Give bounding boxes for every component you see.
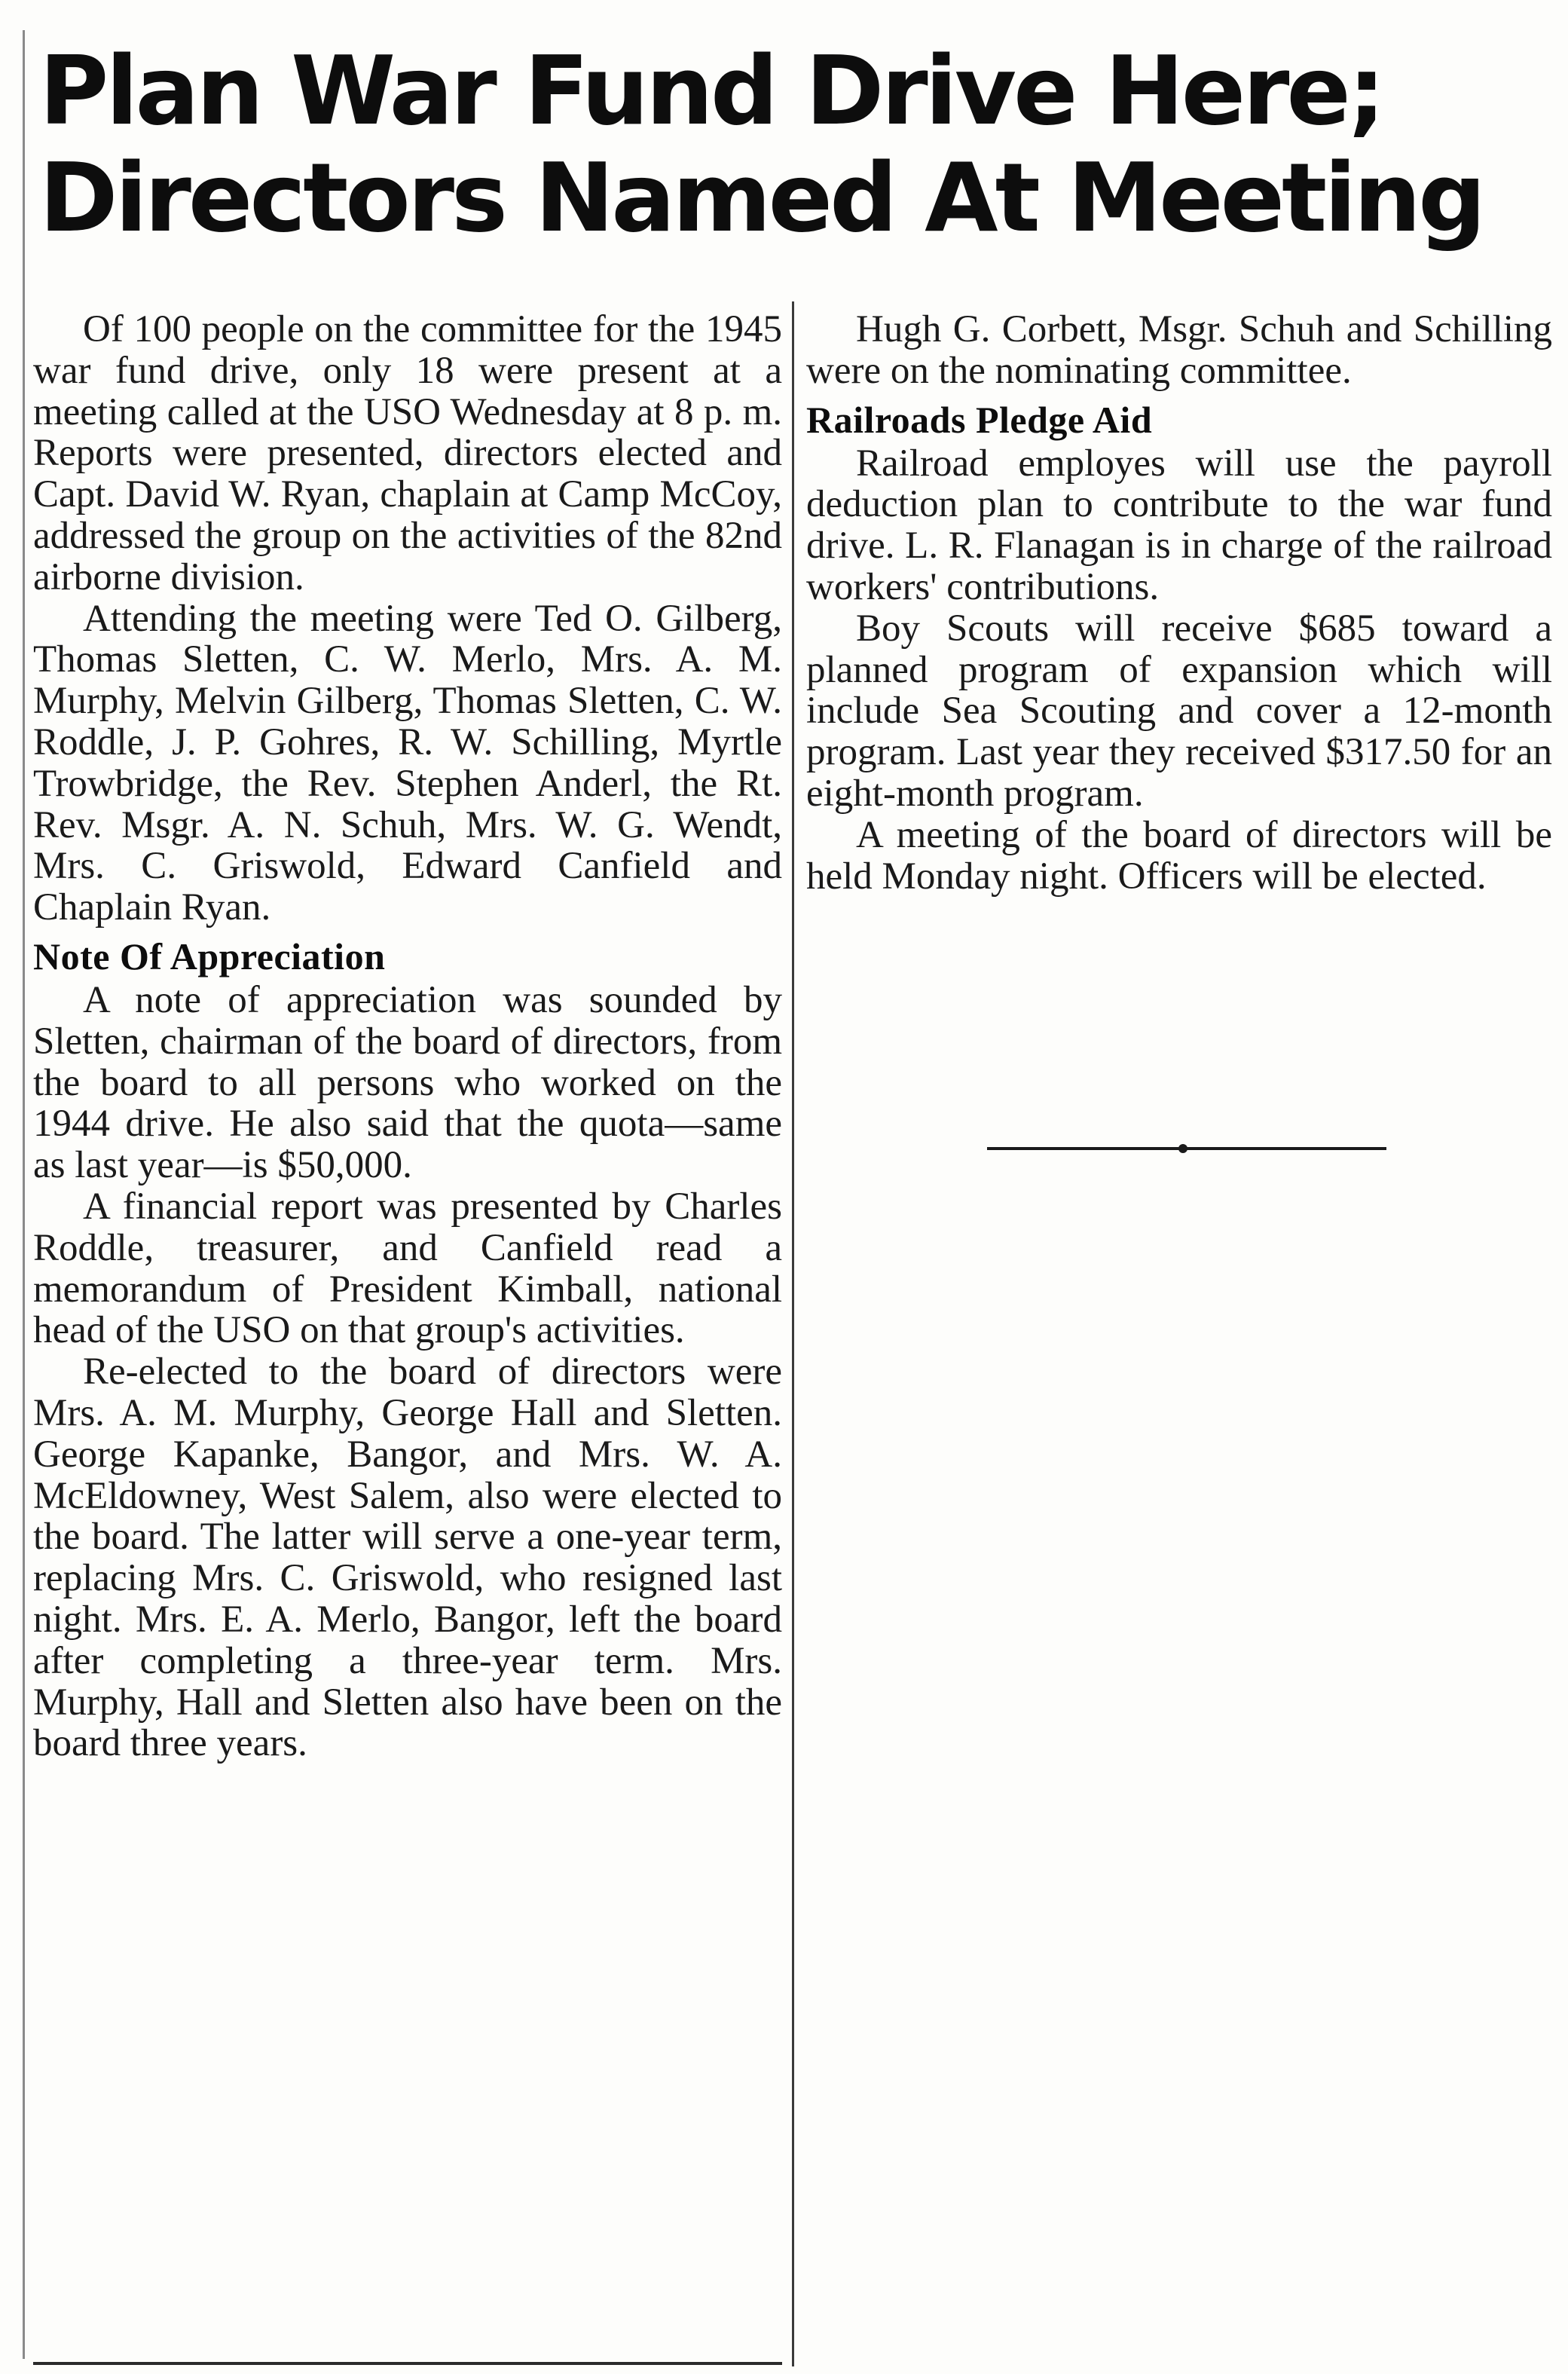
paragraph-attendees: Attending the meeting were Ted O. Gilberg, Thomas Sletten, C. W. Merlo, Mrs. A. M. Murphy, Melvin Gilberg, Thomas Sletten, C. W. Roddle, J. P. Gohres, R. W. Schilling, Myrtle Trowbridge, the Rev. Stephen Anderl, the Rt. Rev. Msgr. A. N. Schuh, Mrs. W. G. Wendt, Mrs. C. Griswold, Edward Canfield and Chaplain Ryan. <box>33 597 782 929</box>
paragraph-nominating-committee: Hugh G. Corbett, Msgr. Schuh and Schilling were on the nominating committee. <box>806 308 1552 392</box>
headline-line-2: Directors Named At Meeting <box>39 142 1484 253</box>
subhead-note-of-appreciation: Note Of Appreciation <box>33 935 386 977</box>
end-rule-dot <box>1178 1144 1187 1153</box>
end-of-article-rule <box>987 1144 1386 1153</box>
paragraph-boy-scouts: Boy Scouts will receive $685 toward a planned program of expansion which will include Sea Scouting and cover a 12-month program. Last year they received $317.50 for an eight-month program. <box>806 607 1552 815</box>
headline <box>39 35 1531 253</box>
paragraph-appreciation: A note of appreciation was sounded by Sletten, chairman of the board of directors, from the board to all persons who worked on the 1944 drive. He also said that the quota—same as last year—is $50,000. <box>33 978 782 1187</box>
paragraph-financial-report: A financial report was presented by Charles Roddle, treasurer, and Canfield read a memorandum of President Kimball, national head of the USO on that group's activities. <box>33 1185 782 1352</box>
headline-line-1: Plan War Fund Drive Here; <box>39 35 1383 146</box>
paragraph-intro: Of 100 people on the committee for the 1945 war fund drive, only 18 were present at a meeting called at the USO Wednesday at 8 p. m. Reports were presented, directors elected and Capt. David W. Ryan, chaplain at Camp McCoy, addressed the group on the activities of the 82nd airborne division. <box>33 308 782 598</box>
subhead-railroads-pledge-aid: Railroads Pledge Aid <box>806 398 1153 441</box>
paragraph-railroad: Railroad employes will use the payroll deduction plan to contribute to the war fund drive. L. R. Flanagan is in charge of the railroad workers' contributions. <box>806 442 1552 608</box>
right-column <box>806 309 1552 897</box>
bottom-rule <box>33 2362 782 2365</box>
left-margin-rule <box>23 30 25 2359</box>
column-divider <box>792 301 794 2366</box>
paragraph-board-election: Re-elected to the board of directors were Mrs. A. M. Murphy, George Hall and Sletten. George Kapanke, Bangor, and Mrs. W. A. McEldowney, West Salem, also were elected to the board. The latter will serve a one-year term, replacing Mrs. C. Griswold, who resigned last night. Mrs. E. A. Merlo, Bangor, left the board after completing a three-year term. Mrs. Murphy, Hall and Sletten also have been on the board three years. <box>33 1351 782 1765</box>
paragraph-board-meeting: A meeting of the board of directors will be held Monday night. Officers will be elected. <box>806 813 1552 898</box>
left-column <box>33 309 782 1764</box>
